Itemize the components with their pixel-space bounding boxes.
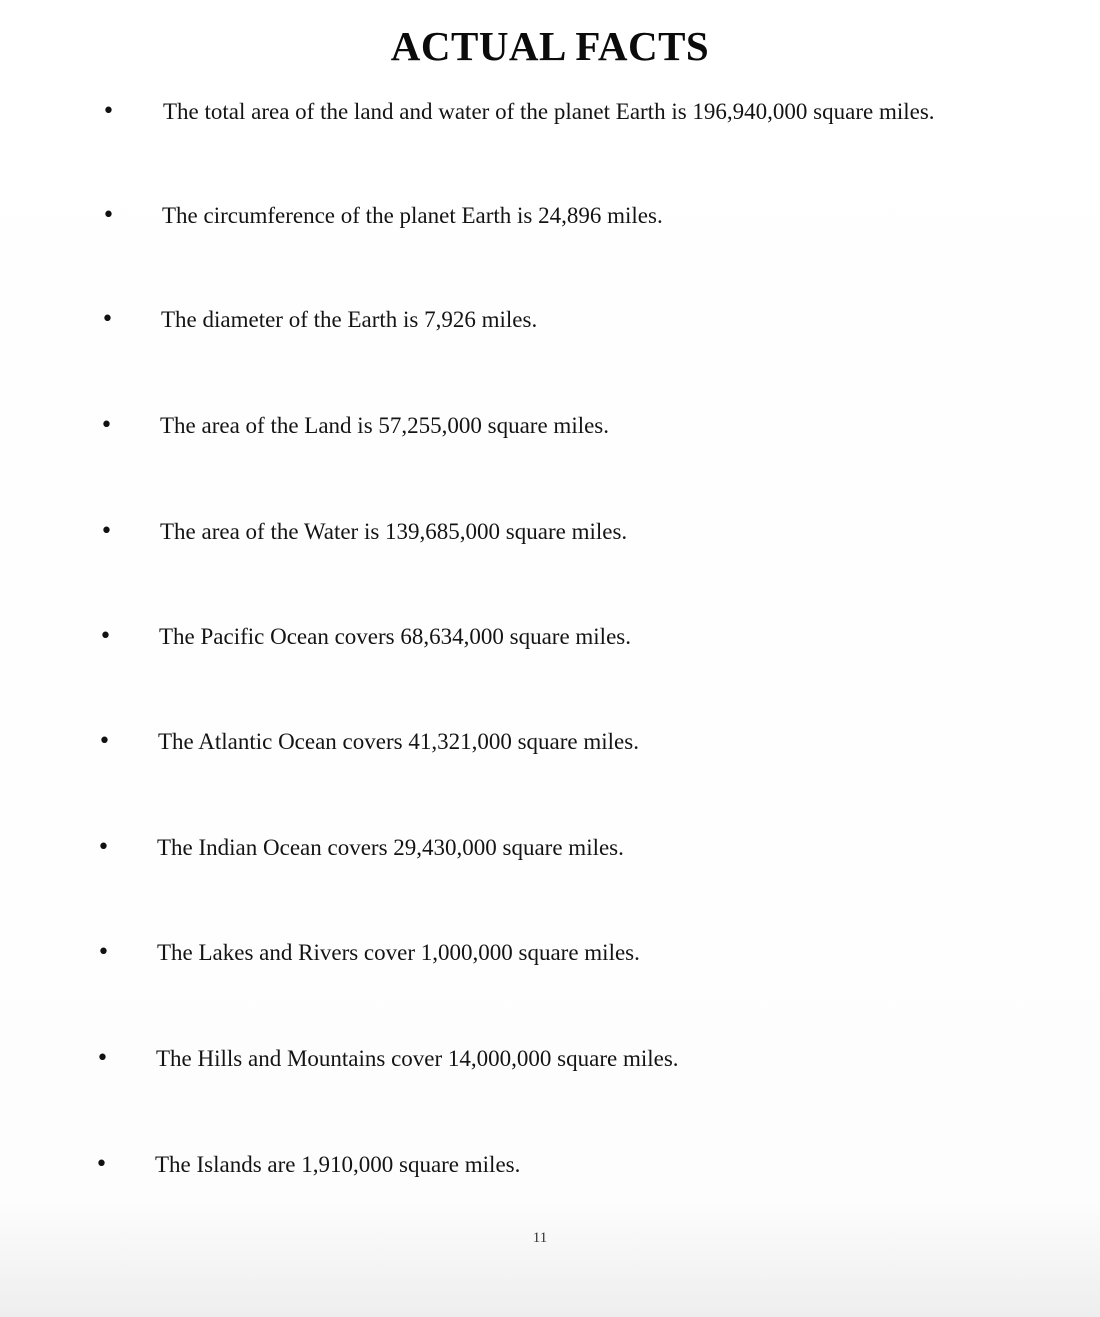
bullet: • [95, 1152, 108, 1177]
fact-item [102, 92, 1002, 132]
fact-item [102, 196, 1002, 236]
bullet: • [102, 203, 115, 228]
fact-text: The circumference of the planet Earth is 24,896 miles. [162, 203, 663, 228]
bullet: • [98, 729, 111, 754]
bullet: • [100, 413, 113, 438]
bullet: • [97, 940, 110, 965]
fact-text: The total area of the land and water of the planet Earth is 196,940,000 square miles. [163, 99, 935, 124]
fact-item [95, 1145, 995, 1185]
fact-text: The Hills and Mountains cover 14,000,000 square miles. [156, 1046, 679, 1071]
fact-item [100, 406, 1000, 446]
fact-text: The Lakes and Rivers cover 1,000,000 square miles. [157, 940, 640, 965]
fact-item [100, 512, 1000, 552]
bullet: • [102, 99, 115, 124]
fact-text: The Islands are 1,910,000 square miles. [155, 1152, 521, 1177]
fact-item [101, 300, 1001, 340]
fact-item [97, 933, 997, 973]
fact-item [97, 828, 997, 868]
bullet: • [100, 519, 113, 544]
fact-text: The diameter of the Earth is 7,926 miles. [161, 307, 538, 332]
fact-text: The Pacific Ocean covers 68,634,000 square miles. [159, 624, 631, 649]
fact-text: The area of the Water is 139,685,000 square miles. [160, 519, 628, 544]
fact-item [98, 722, 998, 762]
fact-text: The Atlantic Ocean covers 41,321,000 square miles. [158, 729, 639, 754]
fact-text: The area of the Land is 57,255,000 square miles. [160, 413, 610, 438]
page-title: ACTUAL FACTS [390, 23, 710, 69]
bullet: • [99, 624, 112, 649]
page-number: 11 [532, 1230, 548, 1246]
bullet: • [101, 307, 114, 332]
bullet: • [97, 835, 110, 860]
bullet: • [96, 1046, 109, 1071]
fact-text: The Indian Ocean covers 29,430,000 square miles. [157, 835, 624, 860]
fact-item [99, 617, 999, 657]
fact-item [96, 1039, 996, 1079]
